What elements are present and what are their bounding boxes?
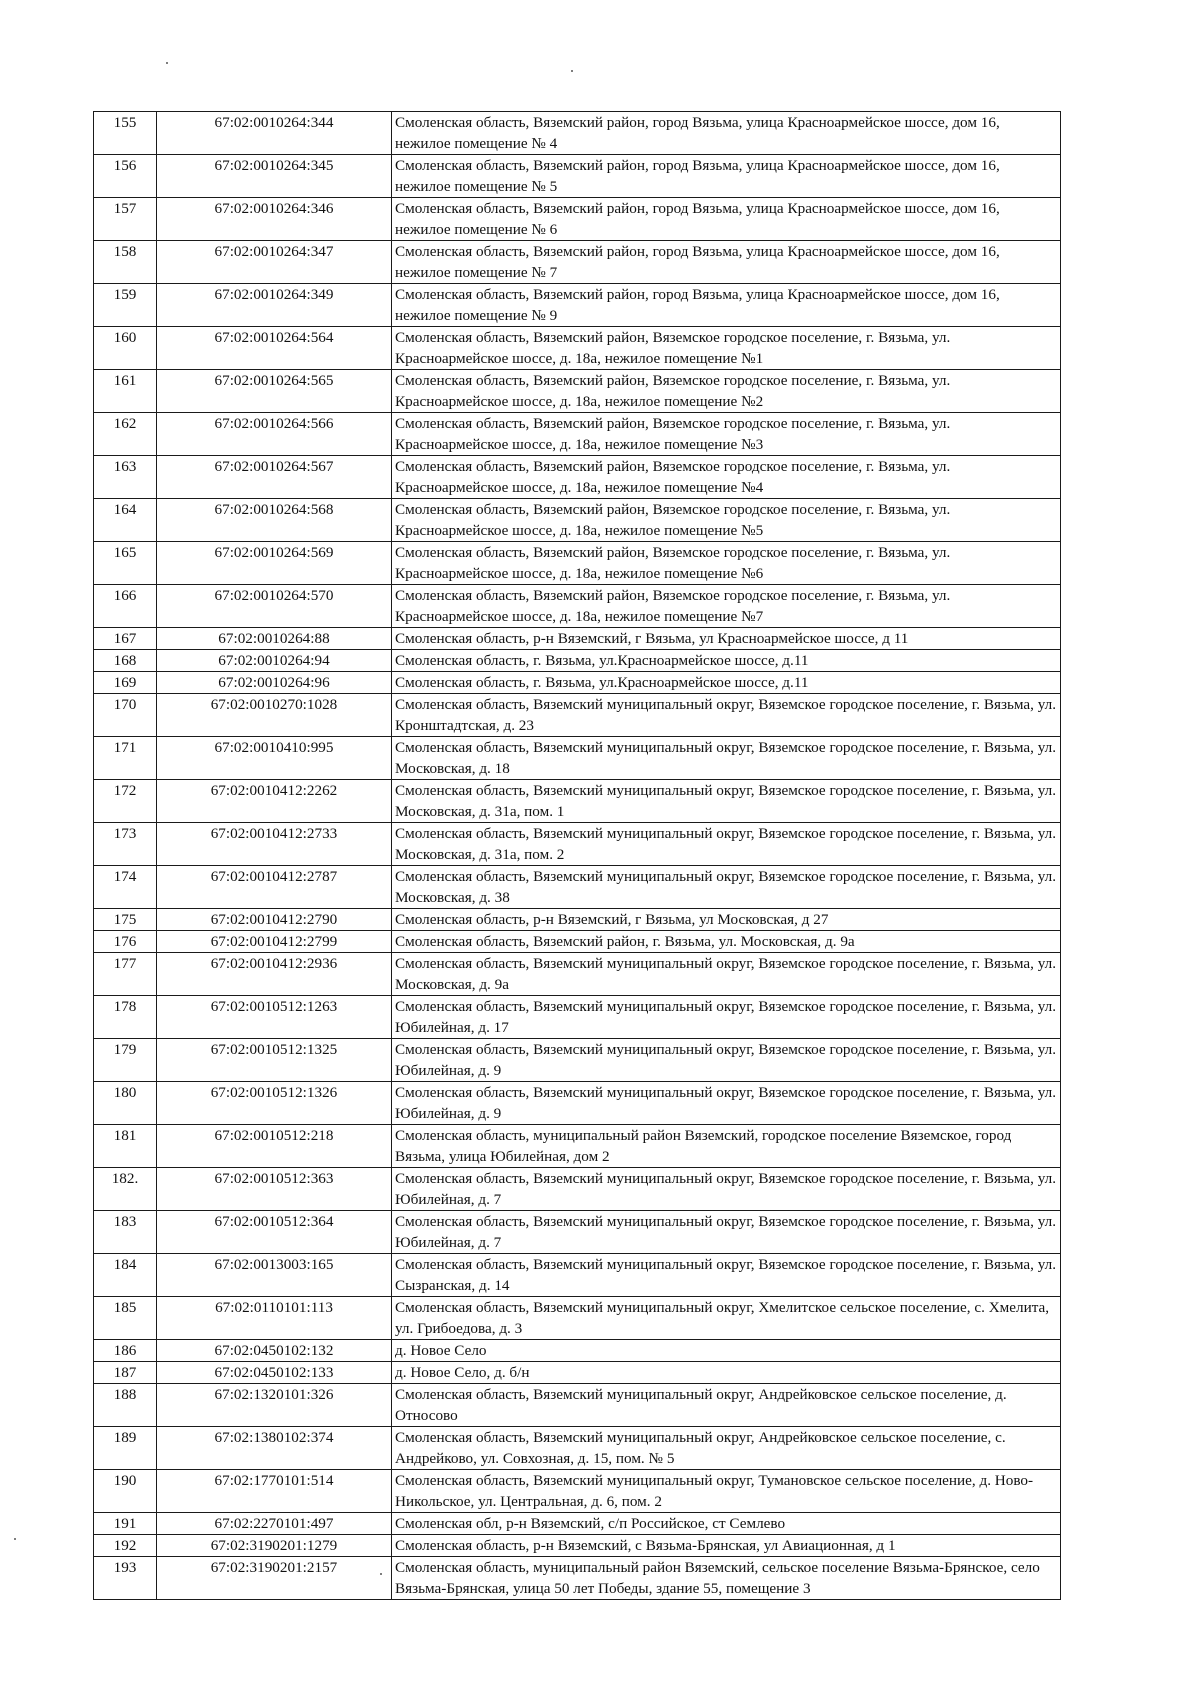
table-row: [94, 112, 1061, 155]
row-number-cell: 184: [94, 1254, 157, 1297]
address-cell: Смоленская область, Вяземский муниципальный округ, Тумановское сельское поселение, д. Ново-Никольское, ул. Центральная, д. 6, пом. 2: [392, 1470, 1061, 1513]
row-number-cell: 168: [94, 650, 157, 672]
cadastral-number-cell: 67:02:0010270:1028: [157, 694, 392, 737]
row-number-cell: 158: [94, 241, 157, 284]
row-number-cell: 176: [94, 931, 157, 953]
table-row: [94, 1039, 1061, 1082]
cadastral-number-cell: 67:02:0010512:1325: [157, 1039, 392, 1082]
address-cell: Смоленская область, Вяземский район, Вяземское городское поселение, г. Вязьма, ул. Красноармейское шоссе, д. 18а, нежилое помещение №6: [392, 542, 1061, 585]
row-number-cell: 188: [94, 1384, 157, 1427]
cadastral-number-cell: 67:02:0010264:346: [157, 198, 392, 241]
table-row: [94, 1384, 1061, 1427]
row-number-cell: 179: [94, 1039, 157, 1082]
row-number-cell: 160: [94, 327, 157, 370]
cadastral-number-cell: 67:02:0010412:2733: [157, 823, 392, 866]
address-cell: Смоленская область, Вяземский район, Вяземское городское поселение, г. Вязьма, ул. Красноармейское шоссе, д. 18а, нежилое помещение №4: [392, 456, 1061, 499]
address-cell: Смоленская область, Вяземский район, город Вязьма, улица Красноармейское шоссе, дом 16, нежилое помещение № 5: [392, 155, 1061, 198]
address-cell: Смоленская область, Вяземский район, г. Вязьма, ул. Московская, д. 9а: [392, 931, 1061, 953]
table-row: [94, 456, 1061, 499]
cadastral-number-cell: 67:02:0450102:132: [157, 1340, 392, 1362]
address-cell: Смоленская область, Вяземский район, Вяземское городское поселение, г. Вязьма, ул. Красноармейское шоссе, д. 18а, нежилое помещение №5: [392, 499, 1061, 542]
cadastral-number-cell: 67:02:0010410:995: [157, 737, 392, 780]
table-row: [94, 1535, 1061, 1557]
cadastral-number-cell: 67:02:0110101:113: [157, 1297, 392, 1340]
address-cell: Смоленская область, Вяземский муниципальный округ, Вяземское городское поселение, г. Вязьма, ул. Юбилейная, д. 7: [392, 1168, 1061, 1211]
row-number-cell: 177: [94, 953, 157, 996]
table-row: [94, 628, 1061, 650]
row-number-cell: 192: [94, 1535, 157, 1557]
cadastral-number-cell: 67:02:0010264:565: [157, 370, 392, 413]
cadastral-number-cell: 67:02:0010264:564: [157, 327, 392, 370]
cadastral-number-cell: 67:02:1770101:514: [157, 1470, 392, 1513]
table-row: [94, 1082, 1061, 1125]
table-row: [94, 1470, 1061, 1513]
table-row: [94, 499, 1061, 542]
row-number-cell: 182.: [94, 1168, 157, 1211]
table-row: [94, 155, 1061, 198]
address-cell: Смоленская область, г. Вязьма, ул.Красноармейское шоссе, д.11: [392, 672, 1061, 694]
address-cell: Смоленская область, Вяземский муниципальный округ, Вяземское городское поселение, г. Вязьма, ул. Московская, д. 38: [392, 866, 1061, 909]
table-row: [94, 241, 1061, 284]
row-number-cell: 162: [94, 413, 157, 456]
address-cell: Смоленская область, р-н Вяземский, с Вязьма-Брянская, ул Авиационная, д 1: [392, 1535, 1061, 1557]
cadastral-number-cell: 67:02:0010512:1263: [157, 996, 392, 1039]
cadastral-number-cell: 67:02:0010264:96: [157, 672, 392, 694]
row-number-cell: 187: [94, 1362, 157, 1384]
cadastral-number-cell: 67:02:0010264:569: [157, 542, 392, 585]
cadastral-number-cell: 67:02:0010264:566: [157, 413, 392, 456]
scan-speck: [14, 1538, 16, 1540]
table-row: [94, 866, 1061, 909]
cadastral-number-cell: 67:02:0010264:345: [157, 155, 392, 198]
address-cell: Смоленская обл, р-н Вяземский, с/п Российское, ст Семлево: [392, 1513, 1061, 1535]
row-number-cell: 156: [94, 155, 157, 198]
row-number-cell: 155: [94, 112, 157, 155]
row-number-cell: 161: [94, 370, 157, 413]
address-cell: Смоленская область, Вяземский муниципальный округ, Андрейковское сельское поселение, д. Относово: [392, 1384, 1061, 1427]
cadastral-number-cell: 67:02:2270101:497: [157, 1513, 392, 1535]
table-row: [94, 198, 1061, 241]
address-cell: Смоленская область, р-н Вяземский, г Вязьма, ул Московская, д 27: [392, 909, 1061, 931]
cadastral-number-cell: 67:02:0010264:567: [157, 456, 392, 499]
address-cell: д. Новое Село: [392, 1340, 1061, 1362]
row-number-cell: 167: [94, 628, 157, 650]
cadastral-number-cell: 67:02:0010264:88: [157, 628, 392, 650]
table-row: [94, 585, 1061, 628]
address-cell: д. Новое Село, д. б/н: [392, 1362, 1061, 1384]
row-number-cell: 170: [94, 694, 157, 737]
row-number-cell: 163: [94, 456, 157, 499]
table-row: [94, 694, 1061, 737]
cadastral-number-cell: 67:02:3190201:1279: [157, 1535, 392, 1557]
table-row: [94, 1513, 1061, 1535]
address-cell: Смоленская область, Вяземский муниципальный округ, Вяземское городское поселение, г. Вязьма, ул. Сызранская, д. 14: [392, 1254, 1061, 1297]
cadastral-number-cell: 67:02:0010264:570: [157, 585, 392, 628]
table-row: [94, 909, 1061, 931]
row-number-cell: 165: [94, 542, 157, 585]
cadastral-number-cell: 67:02:0010512:364: [157, 1211, 392, 1254]
table-row: [94, 413, 1061, 456]
row-number-cell: 174: [94, 866, 157, 909]
table-row: [94, 1211, 1061, 1254]
cadastral-number-cell: 67:02:0010264:349: [157, 284, 392, 327]
scan-speck: [166, 62, 168, 64]
cadastral-number-cell: 67:02:0010412:2936: [157, 953, 392, 996]
cadastral-number-cell: 67:02:0010412:2790: [157, 909, 392, 931]
address-cell: Смоленская область, муниципальный район Вяземский, сельское поселение Вязьма-Брянское, село Вязьма-Брянская, улица 50 лет Победы, здание 55, помещение 3: [392, 1557, 1061, 1600]
row-number-cell: 169: [94, 672, 157, 694]
row-number-cell: 164: [94, 499, 157, 542]
row-number-cell: 191: [94, 1513, 157, 1535]
cadastral-number-cell: 67:02:0010512:363: [157, 1168, 392, 1211]
cadastral-number-cell: 67:02:0010412:2787: [157, 866, 392, 909]
address-cell: Смоленская область, Вяземский муниципальный округ, Вяземское городское поселение, г. Вязьма, ул. Юбилейная, д. 7: [392, 1211, 1061, 1254]
table-row: [94, 931, 1061, 953]
row-number-cell: 159: [94, 284, 157, 327]
table-row: [94, 996, 1061, 1039]
row-number-cell: 157: [94, 198, 157, 241]
cadastral-number-cell: 67:02:0010264:347: [157, 241, 392, 284]
table-row: [94, 1125, 1061, 1168]
registry-table-body: [94, 112, 1061, 1600]
address-cell: Смоленская область, Вяземский район, Вяземское городское поселение, г. Вязьма, ул. Красноармейское шоссе, д. 18а, нежилое помещение №2: [392, 370, 1061, 413]
table-row: [94, 1254, 1061, 1297]
cadastral-number-cell: 67:02:0010264:94: [157, 650, 392, 672]
address-cell: Смоленская область, Вяземский муниципальный округ, Вяземское городское поселение, г. Вязьма, ул. Московская, д. 31а, пом. 1: [392, 780, 1061, 823]
table-row: [94, 672, 1061, 694]
cadastral-number-cell: 67:02:0010512:218: [157, 1125, 392, 1168]
cadastral-number-cell: 67:02:3190201:2157: [157, 1557, 392, 1600]
cadastral-number-cell: 67:02:0010412:2262: [157, 780, 392, 823]
row-number-cell: 193: [94, 1557, 157, 1600]
row-number-cell: 175: [94, 909, 157, 931]
row-number-cell: 186: [94, 1340, 157, 1362]
address-cell: Смоленская область, Вяземский муниципальный округ, Вяземское городское поселение, г. Вязьма, ул. Кронштадтская, д. 23: [392, 694, 1061, 737]
address-cell: Смоленская область, Вяземский муниципальный округ, Андрейковское сельское поселение, с. Андрейково, ул. Совхозная, д. 15, пом. № 5: [392, 1427, 1061, 1470]
table-row: [94, 737, 1061, 780]
cadastral-number-cell: 67:02:0450102:133: [157, 1362, 392, 1384]
address-cell: Смоленская область, Вяземский муниципальный округ, Вяземское городское поселение, г. Вязьма, ул. Юбилейная, д. 9: [392, 1039, 1061, 1082]
table-row: [94, 1168, 1061, 1211]
address-cell: Смоленская область, г. Вязьма, ул.Красноармейское шоссе, д.11: [392, 650, 1061, 672]
cadastral-number-cell: 67:02:0010264:344: [157, 112, 392, 155]
cadastral-number-cell: 67:02:1320101:326: [157, 1384, 392, 1427]
row-number-cell: 189: [94, 1427, 157, 1470]
address-cell: Смоленская область, Вяземский муниципальный округ, Вяземское городское поселение, г. Вязьма, ул. Московская, д. 31а, пом. 2: [392, 823, 1061, 866]
table-row: [94, 780, 1061, 823]
address-cell: Смоленская область, Вяземский муниципальный округ, Вяземское городское поселение, г. Вязьма, ул. Юбилейная, д. 9: [392, 1082, 1061, 1125]
table-row: [94, 284, 1061, 327]
registry-table: [93, 111, 1061, 1600]
address-cell: Смоленская область, Вяземский муниципальный округ, Вяземское городское поселение, г. Вязьма, ул. Юбилейная, д. 17: [392, 996, 1061, 1039]
cadastral-number-cell: 67:02:0010412:2799: [157, 931, 392, 953]
address-cell: Смоленская область, Вяземский муниципальный округ, Вяземское городское поселение, г. Вязьма, ул. Московская, д. 18: [392, 737, 1061, 780]
address-cell: Смоленская область, Вяземский район, Вяземское городское поселение, г. Вязьма, ул. Красноармейское шоссе, д. 18а, нежилое помещение №7: [392, 585, 1061, 628]
row-number-cell: 171: [94, 737, 157, 780]
table-row: [94, 542, 1061, 585]
table-row: [94, 1557, 1061, 1600]
row-number-cell: 181: [94, 1125, 157, 1168]
table-row: [94, 823, 1061, 866]
table-row: [94, 1427, 1061, 1470]
address-cell: Смоленская область, Вяземский район, город Вязьма, улица Красноармейское шоссе, дом 16, нежилое помещение № 4: [392, 112, 1061, 155]
row-number-cell: 180: [94, 1082, 157, 1125]
table-row: [94, 327, 1061, 370]
address-cell: Смоленская область, Вяземский район, город Вязьма, улица Красноармейское шоссе, дом 16, нежилое помещение № 6: [392, 198, 1061, 241]
row-number-cell: 173: [94, 823, 157, 866]
address-cell: Смоленская область, Вяземский район, Вяземское городское поселение, г. Вязьма, ул. Красноармейское шоссе, д. 18а, нежилое помещение №1: [392, 327, 1061, 370]
address-cell: Смоленская область, Вяземский район, Вяземское городское поселение, г. Вязьма, ул. Красноармейское шоссе, д. 18а, нежилое помещение №3: [392, 413, 1061, 456]
row-number-cell: 172: [94, 780, 157, 823]
cadastral-number-cell: 67:02:0010264:568: [157, 499, 392, 542]
table-row: [94, 953, 1061, 996]
table-row: [94, 1340, 1061, 1362]
address-cell: Смоленская область, Вяземский муниципальный округ, Вяземское городское поселение, г. Вязьма, ул. Московская, д. 9а: [392, 953, 1061, 996]
address-cell: Смоленская область, Вяземский муниципальный округ, Хмелитское сельское поселение, с. Хмелита, ул. Грибоедова, д. 3: [392, 1297, 1061, 1340]
row-number-cell: 183: [94, 1211, 157, 1254]
cadastral-number-cell: 67:02:0013003:165: [157, 1254, 392, 1297]
table-row: [94, 1297, 1061, 1340]
address-cell: Смоленская область, Вяземский район, город Вязьма, улица Красноармейское шоссе, дом 16, нежилое помещение № 9: [392, 284, 1061, 327]
row-number-cell: 166: [94, 585, 157, 628]
address-cell: Смоленская область, Вяземский район, город Вязьма, улица Красноармейское шоссе, дом 16, нежилое помещение № 7: [392, 241, 1061, 284]
cadastral-number-cell: 67:02:1380102:374: [157, 1427, 392, 1470]
table-row: [94, 1362, 1061, 1384]
table-row: [94, 370, 1061, 413]
cadastral-number-cell: 67:02:0010512:1326: [157, 1082, 392, 1125]
scan-speck: [571, 70, 573, 72]
table-row: [94, 650, 1061, 672]
row-number-cell: 185: [94, 1297, 157, 1340]
address-cell: Смоленская область, р-н Вяземский, г Вязьма, ул Красноармейское шоссе, д 11: [392, 628, 1061, 650]
address-cell: Смоленская область, муниципальный район Вяземский, городское поселение Вяземское, город Вязьма, улица Юбилейная, дом 2: [392, 1125, 1061, 1168]
row-number-cell: 190: [94, 1470, 157, 1513]
row-number-cell: 178: [94, 996, 157, 1039]
